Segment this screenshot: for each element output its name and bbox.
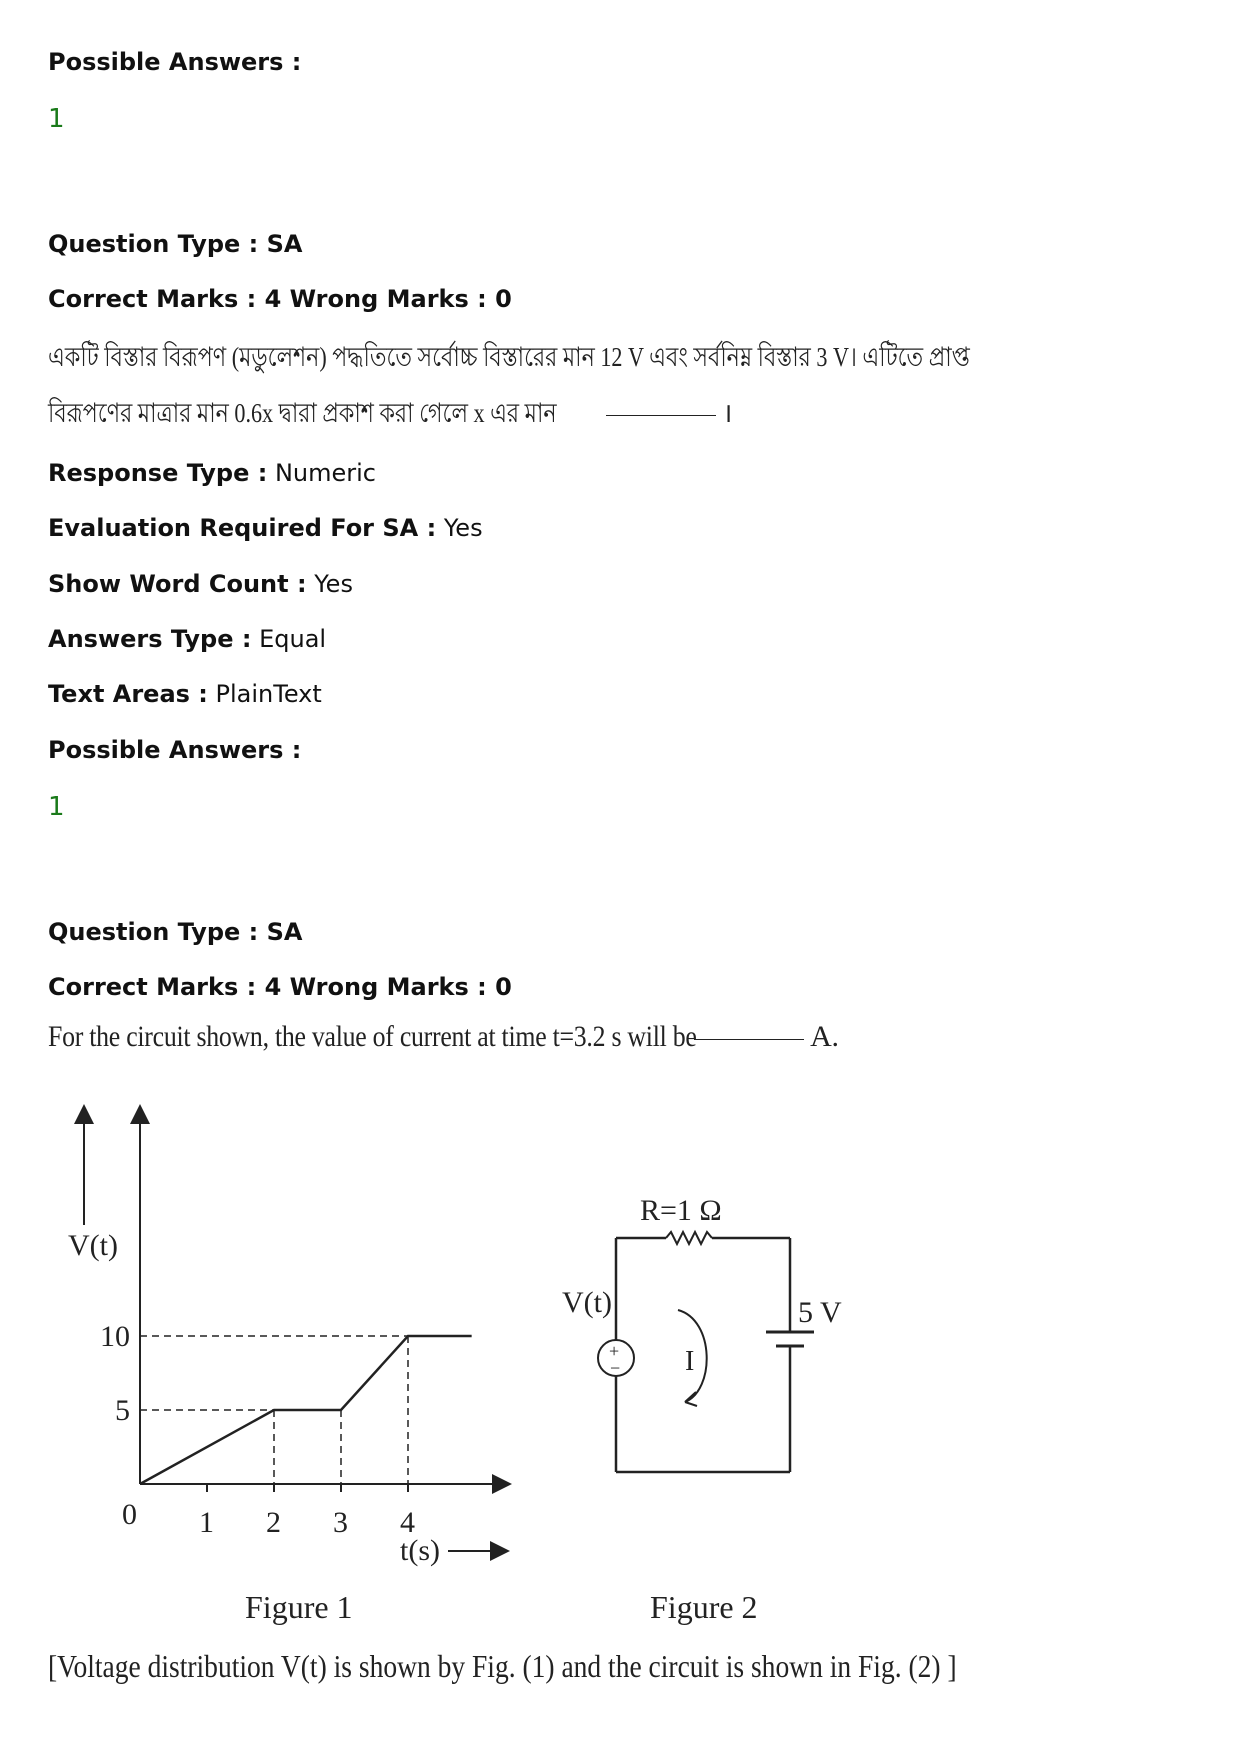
question-type-2: Question Type : SA (48, 918, 303, 946)
source-label: V(t) (562, 1286, 612, 1319)
battery-label: 5 V (798, 1296, 842, 1329)
figure-2-circuit (540, 1170, 860, 1650)
x-tick-label: 2 (266, 1506, 281, 1539)
question-text-line-2 (48, 393, 732, 438)
source-plus: + (609, 1341, 620, 1361)
x-tick-label: 4 (400, 1506, 415, 1539)
question-text-line-1: একটি বিস্তার বিরূপণ (মডুলেশন) পদ্ধতিতে সর্বোচ্চ বিস্তারের মান 12 V এবং সর্বনিম্ন বিস্তার 3 V। এটিতে প্রাপ্ত (48, 342, 970, 372)
figure-caption: [Voltage distribution V(t) is shown by Fig. (1) and the circuit is shown in Fig. (2) ] (48, 1648, 957, 1684)
y-tick-label: 5 (115, 1394, 130, 1427)
resistor-label: R=1 Ω (640, 1194, 722, 1227)
possible-answer-value: 1 (48, 104, 65, 134)
resistor (666, 1232, 712, 1244)
marks-info-2: Correct Marks : 4 Wrong Marks : 0 (48, 973, 512, 1001)
x-tick-label: 3 (333, 1506, 348, 1539)
source-minus: − (610, 1358, 621, 1378)
question-text-end: । (722, 398, 733, 428)
figure-1-graph (0, 1080, 560, 1650)
evaluation-required: Evaluation Required For SA : Yes (48, 514, 483, 542)
show-word-count: Show Word Count : Yes (48, 570, 353, 598)
question-text-circuit: For the circuit shown, the value of current at time t=3.2 s will be A. (48, 1020, 839, 1053)
x-tick-label: 1 (199, 1506, 214, 1539)
answer-blank (606, 415, 716, 416)
marks-info: Correct Marks : 4 Wrong Marks : 0 (48, 285, 512, 313)
question-type: Question Type : SA (48, 230, 303, 258)
question-text-part: বিরূপণের মাত্রার মান 0.6x দ্বারা প্রকাশ করা গেলে x এর মান (48, 398, 557, 428)
answer-blank-2 (694, 1039, 804, 1040)
possible-answers-label: Possible Answers : (48, 48, 302, 76)
response-type: Response Type : Numeric (48, 459, 376, 487)
text-areas: Text Areas : PlainText (48, 680, 322, 708)
y-tick-label: 10 (100, 1320, 130, 1353)
figure-1-caption: Figure 1 (245, 1589, 353, 1625)
origin-label: 0 (122, 1498, 137, 1531)
answers-type: Answers Type : Equal (48, 625, 327, 653)
current-label: I (685, 1346, 695, 1377)
y-axis-label: V(t) (68, 1229, 118, 1262)
figure-2-caption: Figure 2 (650, 1589, 758, 1625)
x-axis-label: t(s) (400, 1534, 440, 1567)
possible-answers-label-2: Possible Answers : (48, 736, 302, 764)
possible-answer-value-2: 1 (48, 792, 65, 822)
